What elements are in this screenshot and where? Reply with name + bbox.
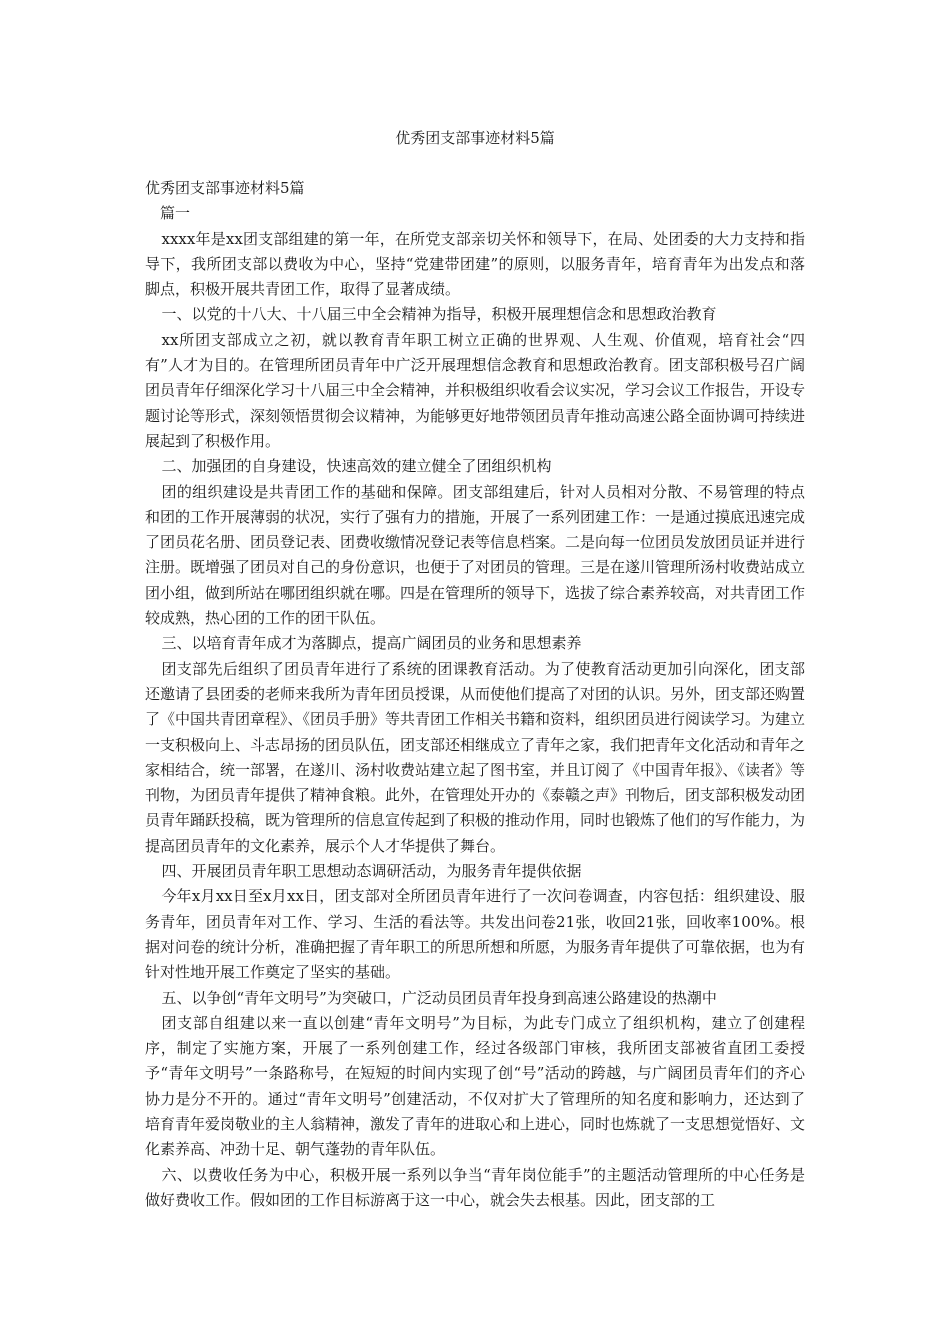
- document-body: [145, 176, 805, 1213]
- document-subtitle: 优秀团支部事迹材料5篇: [145, 179, 305, 197]
- section-heading: 四、开展团员青年职工思想动态调研活动，为服务青年提供依据: [161, 862, 582, 881]
- section-label: 篇一: [160, 204, 191, 223]
- paragraph: xxxx年是xx团支部组建的第一年，在所党支部亲切关怀和领导下，在局、处团委的大力支持和指导下，我所团支部以费收为中心，坚持“党建带团建”的原则，以服务青年，培育青年为出发点和落脚点，积极开展共青团工作，取得了显著成绩。: [145, 229, 805, 299]
- paragraph: xx所团支部成立之初，就以教育青年职工树立正确的世界观、人生观、价值观，培育社会“四有”人才为目的。在管理所团员青年中广泛开展理想信念教育和思想政治教育。团支部积极号召广阔团员青年仔细深化学习十八届三中全会精神，并积极组织收看会议实况，学习会议工作报告，开设专题讨论等形式，深刻领悟贯彻会议精神，为能够更好地带领团员青年推动高速公路全面协调可持续进展起到了积极作用。: [145, 330, 806, 450]
- section-heading: 五、以争创“青年文明号”为突破口，广泛动员团员青年投身到高速公路建设的热潮中: [161, 988, 717, 1007]
- paragraph: 六、以费收任务为中心，积极开展一系列以争当“青年岗位能手”的主题活动管理所的中心任务是做好费收工作。假如团的工作目标游离于这一中心，就会失去根基。因此，团支部的工: [145, 1165, 805, 1209]
- paragraph: 团的组织建设是共青团工作的基础和保障。团支部组建后，针对人员相对分散、不易管理的特点和团的工作开展薄弱的状况，实行了强有力的措施，开展了一系列团建工作：一是通过摸底迅速完成了团员花名册、团员登记表、团费收缴情况登记表等信息档案。二是向每一位团员发放团员证并进行注册。既增强了团员对自己的身份意识，也便于了对团员的管理。三是在遂川管理所汤村收费站成立团小组，做到所站在哪团组织就在哪。四是在管理所的领导下，选拔了综合素养较高，对共青团工作较成熟，热心团的工作的团干队伍。: [145, 482, 806, 628]
- paragraph: 今年x月xx日至x月xx日，团支部对全所团员青年进行了一次问卷调查，内容包括：组织建设、服务青年，团员青年对工作、学习、生活的看法等。共发出问卷21张，收回21张，回收率100%。根据对问卷的统计分析，准确把握了青年职工的所思所想和所愿，为服务青年提供了可靠依据，也为有针对性地开展工作奠定了坚实的基础。: [145, 887, 806, 982]
- section-heading: 二、加强团的自身建设，快速高效的建立健全了团组织机构: [161, 457, 552, 476]
- document-title: 优秀团支部事迹材料5篇: [395, 129, 555, 147]
- section-heading: 三、以培育青年成才为落脚点，提高广阔团员的业务和思想素养: [161, 634, 582, 653]
- paragraph: 团支部先后组织了团员青年进行了系统的团课教育活动。为了使教育活动更加引向深化，团支部还邀请了县团委的老师来我所为青年团员授课，从而使他们提高了对团的认识。另外，团支部还购置了《中国共青团章程》、《团员手册》等共青团工作相关书籍和资料，组织团员进行阅读学习。为建立一支积极向上、斗志昂扬的团员队伍，团支部还相继成立了青年之家，我们把青年文化活动和青年之家相结合，统一部署，在遂川、汤村收费站建立起了图书室，并且订阅了《中国青年报》、《读者》等刊物，为团员青年提供了精神食粮。此外，在管理处开办的《泰赣之声》刊物后，团支部积极发动团员青年踊跃投稿，既为管理所的信息宣传起到了积极的推动作用，同时也锻炼了他们的写作能力，为提高团员青年的文化素养，展示个人才华提供了舞台。: [145, 659, 806, 855]
- paragraph: 团支部自组建以来一直以创建“青年文明号”为目标，为此专门成立了组织机构，建立了创建程序，制定了实施方案，开展了一系列创建工作，经过各级部门审核，我所团支部被省直团工委授予“青年文明号”一条路称号，在短短的时间内实现了创“号”活动的跨越，与广阔团员青年们的齐心协力是分不开的。通过“青年文明号”创建活动，不仅对扩大了管理所的知名度和影响力，还达到了培育青年爱岗敬业的主人翁精神，激发了青年的进取心和上进心，同时也炼就了一支思想觉悟好、文化素养高、冲劲十足、朝气蓬勃的青年队伍。: [145, 1013, 806, 1159]
- section-heading: 一、以党的十八大、十八届三中全会精神为指导，积极开展理想信念和思想政治教育: [161, 305, 717, 324]
